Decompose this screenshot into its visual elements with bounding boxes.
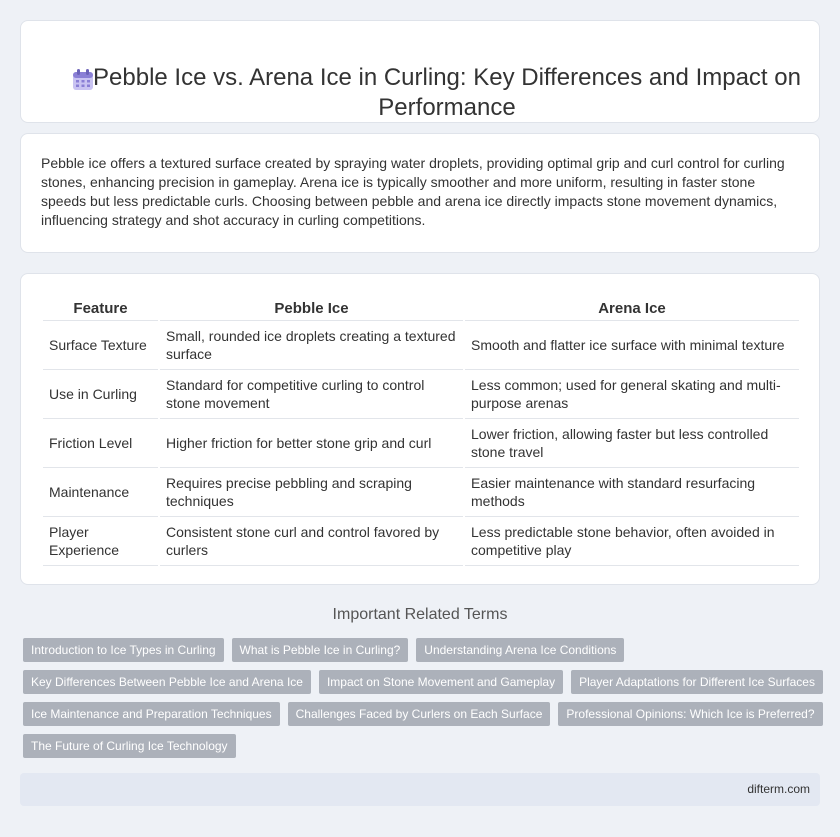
table-row xyxy=(43,321,799,370)
header-pebble-ice: Pebble Ice xyxy=(160,294,463,321)
related-term-tag[interactable]: Key Differences Between Pebble Ice and Arena Ice xyxy=(23,670,311,694)
tag-row xyxy=(23,734,823,758)
row-pebble-value: Standard for competitive curling to control stone movement xyxy=(160,370,463,419)
row-arena-value: Less common; used for general skating and multi-purpose arenas xyxy=(465,370,799,419)
summary-card xyxy=(20,133,820,253)
related-term-tag[interactable]: Professional Opinions: Which Ice is Preferred? xyxy=(558,702,822,726)
related-term-tag[interactable]: Ice Maintenance and Preparation Techniques xyxy=(23,702,280,726)
header-feature: Feature xyxy=(43,294,158,321)
row-pebble-value: Requires precise pebbling and scraping techniques xyxy=(160,468,463,517)
row-pebble-value: Consistent stone curl and control favored by curlers xyxy=(160,517,463,566)
table-row xyxy=(43,370,799,419)
row-arena-value: Smooth and flatter ice surface with minimal texture xyxy=(465,321,799,370)
related-term-tag[interactable]: Player Adaptations for Different Ice Surfaces xyxy=(571,670,823,694)
related-term-tag[interactable]: Challenges Faced by Curlers on Each Surface xyxy=(288,702,551,726)
comparison-table-card xyxy=(20,273,820,585)
footer xyxy=(20,773,820,806)
page-title: Pebble Ice vs. Arena Ice in Curling: Key Differences and Impact on Performance xyxy=(93,64,801,121)
tag-row xyxy=(23,670,823,694)
footer-site-link[interactable]: difterm.com xyxy=(747,782,810,796)
row-arena-value: Lower friction, allowing faster but less controlled stone travel xyxy=(465,419,799,468)
related-term-tag[interactable]: What is Pebble Ice in Curling? xyxy=(232,638,409,662)
tag-row xyxy=(23,638,823,662)
summary-text: Pebble ice offers a textured surface created by spraying water droplets, providing optimal grip and curl control for curling stones, enhancing precision in gameplay. Arena ice is typically smoother and more uniform, resulting in faster stone speeds but less predictable curls. Choosing between pebble and arena ice directly impacts stone movement dynamics, influencing strategy and shot accuracy in curling competitions. xyxy=(41,155,785,228)
related-terms-title: Important Related Terms xyxy=(332,606,508,623)
related-terms-list xyxy=(23,638,823,766)
title-card xyxy=(20,20,820,123)
row-feature: Friction Level xyxy=(43,419,158,468)
related-term-tag[interactable]: Introduction to Ice Types in Curling xyxy=(23,638,224,662)
table-row xyxy=(43,419,799,468)
related-term-tag[interactable]: Impact on Stone Movement and Gameplay xyxy=(319,670,563,694)
table-row xyxy=(43,468,799,517)
row-feature: Use in Curling xyxy=(43,370,158,419)
row-pebble-value: Small, rounded ice droplets creating a textured surface xyxy=(160,321,463,370)
row-pebble-value: Higher friction for better stone grip and curl xyxy=(160,419,463,468)
related-term-tag[interactable]: Understanding Arena Ice Conditions xyxy=(416,638,624,662)
tag-row xyxy=(23,702,823,726)
table-header-row xyxy=(43,294,799,321)
row-feature: Surface Texture xyxy=(43,321,158,370)
row-feature: Player Experience xyxy=(43,517,158,566)
row-arena-value: Less predictable stone behavior, often avoided in competitive play xyxy=(465,517,799,566)
row-arena-value: Easier maintenance with standard resurfacing methods xyxy=(465,468,799,517)
comparison-table xyxy=(41,294,801,566)
related-term-tag[interactable]: The Future of Curling Ice Technology xyxy=(23,734,236,758)
header-arena-ice: Arena Ice xyxy=(465,294,799,321)
table-row xyxy=(43,517,799,566)
row-feature: Maintenance xyxy=(43,468,158,517)
